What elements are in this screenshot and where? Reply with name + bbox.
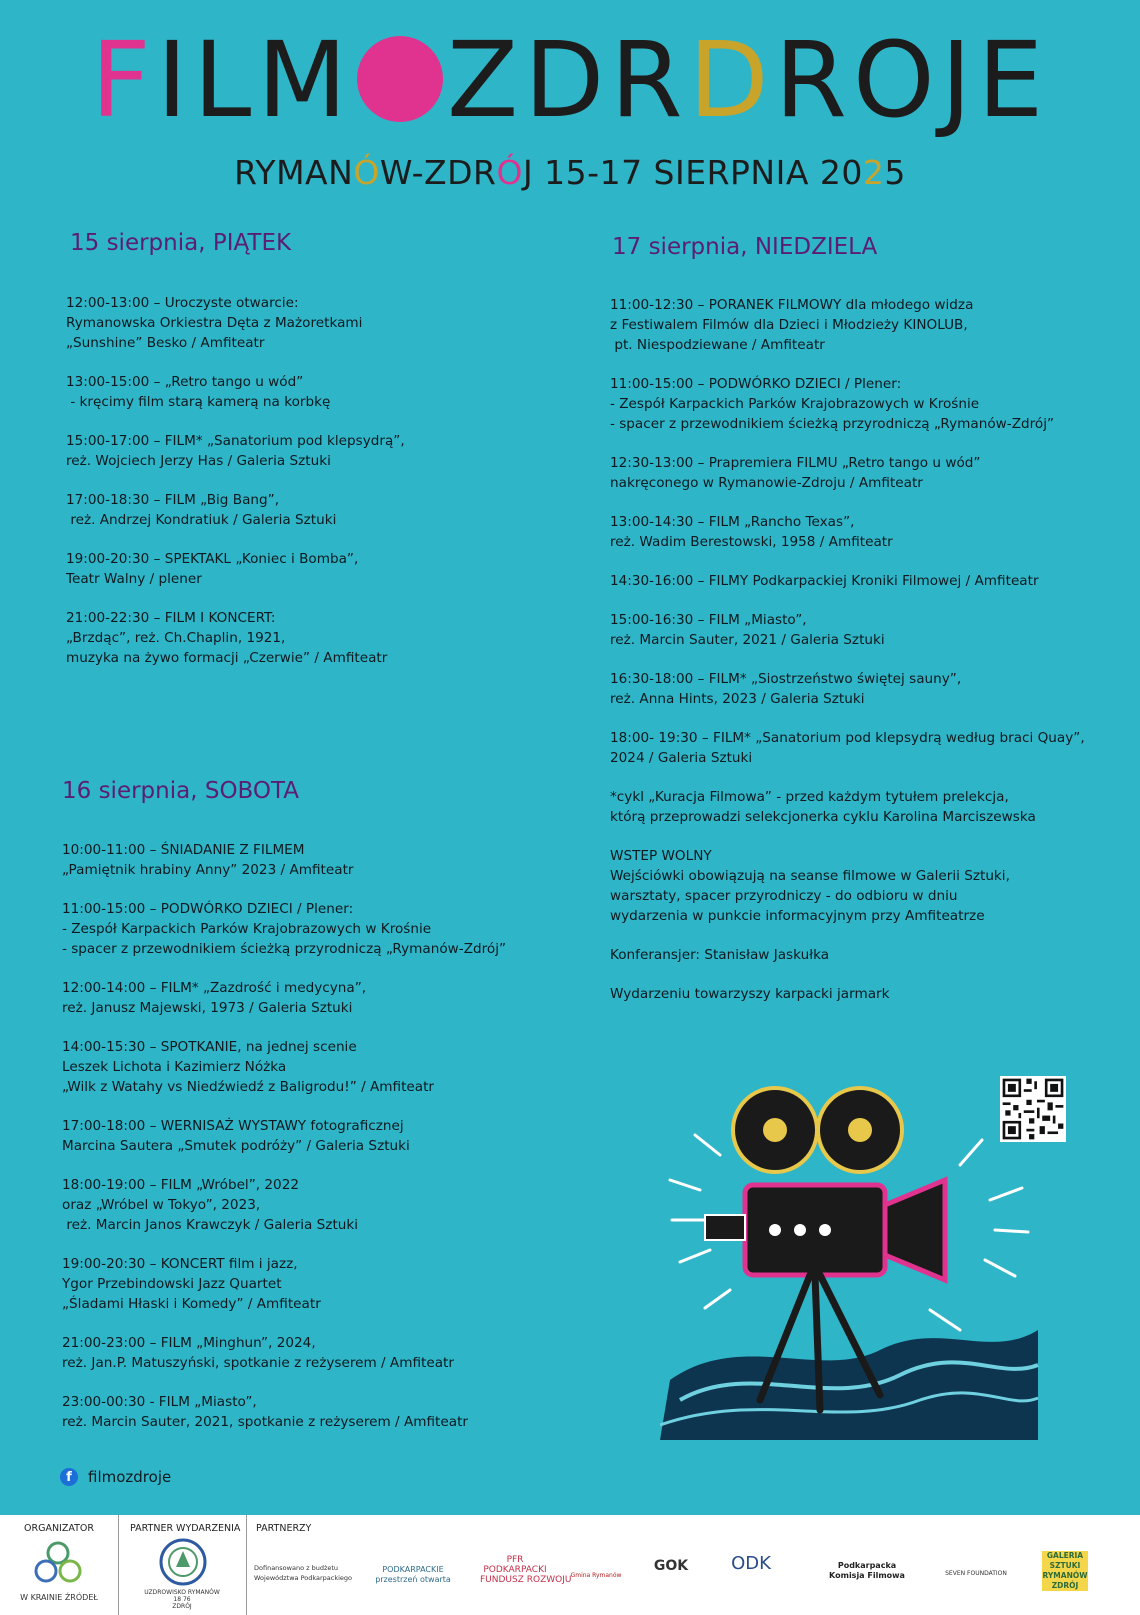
schedule-event: 10:00-11:00 – ŚNIADANIE Z FILMEM „Pamiętnik hrabiny Anny” 2023 / Amfiteatr [62,842,354,878]
organizer-label: ORGANIZATOR [24,1523,94,1534]
day3-heading: 17 sierpnia, NIEDZIELA [612,234,878,260]
camera-body [705,1180,945,1280]
schedule-event: 13:00-14:30 – FILM „Rancho Texas”, reż. Wadim Berestowski, 1958 / Amfiteatr [610,514,893,550]
schedule-event: 17:00-18:30 – FILM „Big Bang”, reż. Andrzej Kondratiuk / Galeria Sztuki [66,492,337,528]
kuracja-note: *cykl „Kuracja Filmowa” - przed każdym tytułem prelekcja, którą przeprowadzi selekcjonerka cyklu Karolina Marciszewska [610,789,1036,825]
event-partner-section [118,1515,247,1615]
partner-logo-komisja-filmowa: Podkarpacka Komisja Filmowa [829,1561,905,1580]
schedule-event: 16:30-18:00 – FILM* „Siostrzeństwo świętej sauny”, reż. Anna Hints, 2023 / Galeria Sztuki [610,671,962,707]
partner-logo-podkarpackie: PODKARPACKIE przestrzeń otwarta [375,1565,451,1584]
uzdrowisko-logo [158,1537,208,1587]
schedule-event: 18:00-19:00 – FILM „Wróbel”, 2022 oraz „Wróbel w Tokyo”, 2023, reż. Marcin Janos Krawczyk / Galeria Sztuki [62,1177,359,1233]
facebook-link[interactable] [60,1468,171,1486]
schedule-event: 23:00-00:30 - FILM „Miasto”, reż. Marcin Sauter, 2021, spotkanie z reżyserem / Amfiteatr [62,1394,468,1430]
title-letter-f: F [90,19,157,141]
day2-schedule [62,840,506,1451]
title-letter-d: D [688,19,775,141]
facebook-handle: filmozdroje [88,1468,172,1486]
subtitle-accent: Ó [496,153,523,192]
event-partner-label: PARTNER WYDARZENIA [130,1523,241,1534]
title-part-ilm: ILM [156,19,353,141]
subtitle-accent: Ó [353,153,380,192]
partners-section [246,1515,1140,1615]
day2-heading: 16 sierpnia, SOBOTA [62,778,300,804]
schedule-event: 11:00-15:00 – PODWÓRKO DZIECI / Plener: - Zespół Karpackich Parków Krajobrazowych w Krośnie - spacer z przewodnikiem ścieżką przyrodniczą „Rymanów-Zdrój” [610,376,1055,432]
schedule-event: 15:00-16:30 – FILM „Miasto”, reż. Marcin Sauter, 2021 / Galeria Sztuki [610,612,885,648]
schedule-event: 21:00-23:00 – FILM „Minghun”, 2024, reż. Jan.P. Matuszyński, spotkanie z reżyserem / Amfiteatr [62,1335,454,1371]
organizer-section [0,1515,119,1615]
schedule-event: 12:00-13:00 – Uroczyste otwarcie: Rymanowska Orkiestra Dęta z Mażoretkami „Sunshine” Besko / Amfiteatr [66,295,363,351]
title-part-zdr: ZDR [446,19,689,141]
subtitle-part: 5 [884,153,906,192]
day3-schedule [610,295,1085,1023]
camera-reels [733,1088,902,1172]
schedule-event: 19:00-20:30 – SPEKTAKL „Koniec i Bomba”, Teatr Walny / plener [66,551,359,587]
schedule-event: 12:30-13:00 – Prapremiera FILMU „Retro tango u wód” nakręconego w Rymanowie-Zdroju / Amfiteatr [610,455,981,491]
fair-note: Wydarzeniu towarzyszy karpacki jarmark [610,986,890,1002]
schedule-event: 14:00-15:30 – SPOTKANIE, na jednej scenie Leszek Lichota i Kazimierz Nóżka „Wilk z Watahy vs Niedźwiedź z Baligrodu!” / Amfiteatr [62,1039,435,1095]
schedule-event: 18:00- 19:30 – FILM* „Sanatorium pod klepsydrą według braci Quay”, 2024 / Galeria Sztuki [610,730,1085,766]
partner-logo-odk: ODK [731,1553,771,1574]
organizer-logo [30,1539,86,1589]
schedule-event: 15:00-17:00 – FILM* „Sanatorium pod klepsydrą”, reż. Wojciech Jerzy Has / Galeria Sztuki [66,433,405,469]
festival-title [0,19,1140,141]
facebook-icon: f [60,1468,78,1486]
partner-logo-galeria-sztuki: GALERIA SZTUKI RYMANÓW ZDRÓJ [1042,1551,1088,1590]
schedule-event: 13:00-15:00 – „Retro tango u wód” - kręcimy film starą kamerą na korbkę [66,374,331,410]
schedule-event: 12:00-14:00 – FILM* „Zazdrość i medycyna”, reż. Janusz Majewski, 1973 / Galeria Sztuki [62,980,367,1016]
schedule-event: 19:00-20:30 – KONCERT film i jazz, Ygor Przebindowski Jazz Quartet „Śladami Hłaski i Komedy” / Amfiteatr [62,1256,321,1312]
partner-logo-text: UZDROWISKO RYMANÓW 18 76 ZDRÓJ [144,1589,220,1610]
sponsors-footer [0,1515,1140,1615]
host-note: Konferansjer: Stanisław Jaskułka [610,947,830,963]
partners-label: PARTNERZY [256,1523,312,1534]
schedule-event: 11:00-15:00 – PODWÓRKO DZIECI / Plener: - Zespół Karpackich Parków Krajobrazowych w Krośnie - spacer z przewodnikiem ścieżką przyrodniczą „Rymanów-Zdrój” [62,901,507,957]
partner-logo-gok: GOK [653,1558,689,1574]
partner-logo-podkarpackie-budget: Dofinansowano z budżetu Województwa Podkarpackiego [254,1564,353,1582]
schedule-event: 11:00-12:30 – PORANEK FILMOWY dla młodego widza z Festiwalem Filmów dla Dzieci i Młodzieży KINOLUB, pt. Niespodziewane / Amfiteatr [610,297,974,353]
schedule-event: 14:30-16:00 – FILMY Podkarpackiej Kroniki Filmowej / Amfiteatr [610,573,1039,589]
festival-subtitle [0,153,1140,192]
film-camera-illustration [660,1080,1040,1440]
subtitle-part: J 15-17 SIERPNIA 20 [522,153,863,192]
day1-heading: 15 sierpnia, PIĄTEK [70,230,292,256]
schedule-event: 21:00-22:30 – FILM I KONCERT: „Brzdąc”, reż. Ch.Chaplin, 1921, muzyka na żywo formacji „Czerwie” / Amfiteatr [66,610,388,666]
subtitle-part: RYMAN [234,153,354,192]
free-entry-note: WSTEP WOLNY Wejściówki obowiązują na seanse filmowe w Galerii Sztuki, warsztaty, spacer przyrodniczy - do odbioru w dniu wydarzenia w punkcie informacyjnym przy Amfiteatrze [610,848,1010,924]
day1-schedule [66,293,405,687]
schedule-event: 17:00-18:00 – WERNISAŻ WYSTAWY fotograficznej Marcina Sautera „Smutek podróży” / Galeria Sztuki [62,1118,410,1154]
subtitle-accent: 2 [862,153,885,192]
title-pink-o-circle [357,36,443,122]
partner-logo-gmina-rymanow: Gmina Rymanów [570,1572,622,1579]
organizer-logo-text: W KRAINIE ŹRÓDEŁ [20,1593,98,1602]
title-part-roje: ROJE [774,19,1050,141]
subtitle-part: W-ZDR [379,153,497,192]
partner-logo-pfr: PFR PODKARPACKI FUNDUSZ ROZWOJU [480,1555,572,1585]
partner-logo-seven-foundation: SEVEN FOUNDATION [945,1570,1007,1577]
